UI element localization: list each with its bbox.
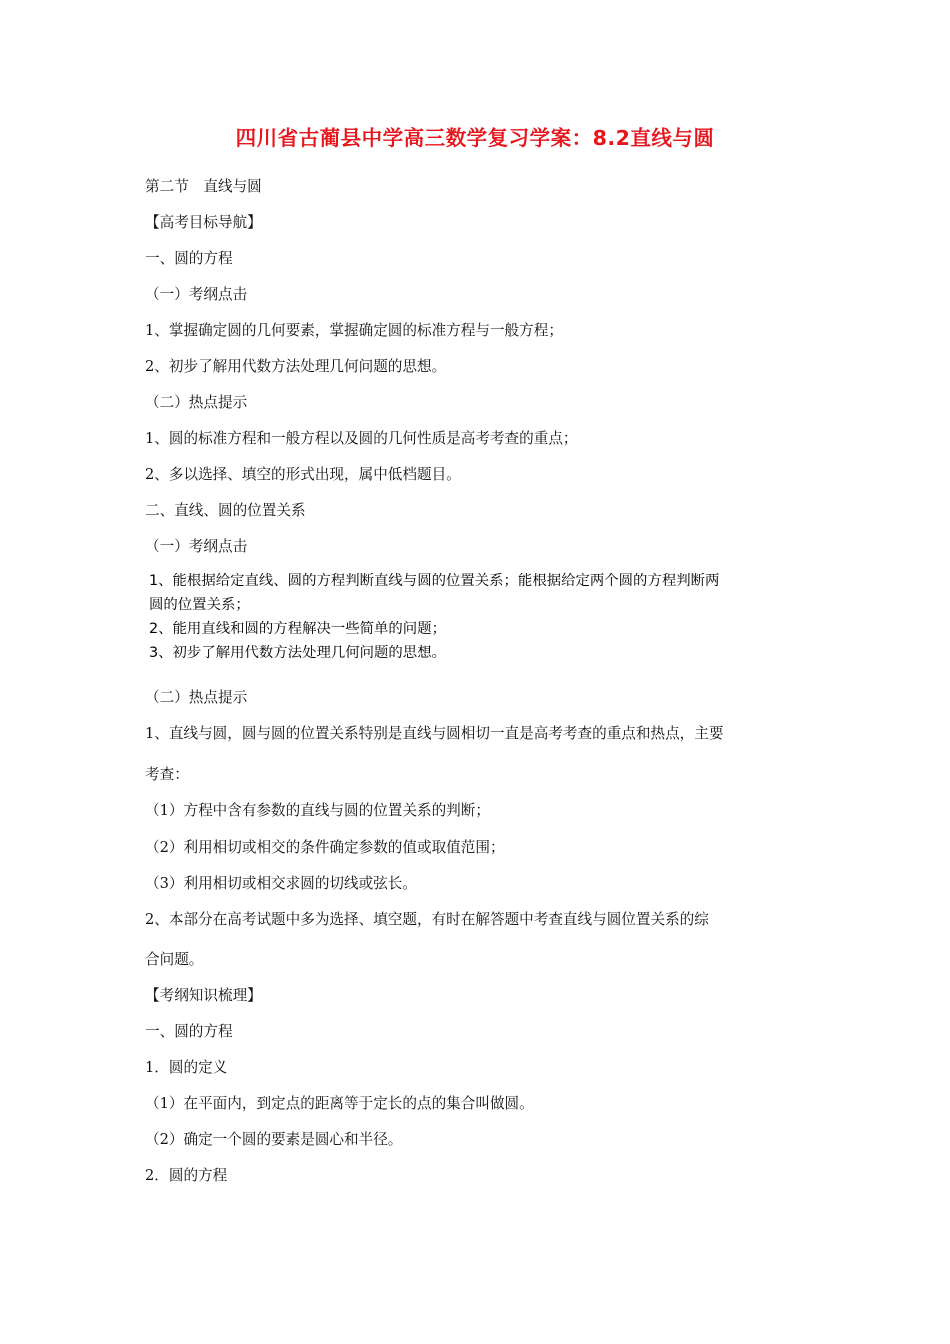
text-line: （2）确定一个圆的要素是圆心和半径。 <box>145 1131 403 1148</box>
text-line: 1、掌握确定圆的几何要素，掌握确定圆的标准方程与一般方程； <box>145 322 563 339</box>
text-line: 圆的位置关系； <box>149 597 250 613</box>
subheading-circle-equation-2: 2．圆的方程 <box>145 1167 228 1184</box>
text-line: （1）在平面内，到定点的距离等于定长的点的集合叫做圆。 <box>145 1095 534 1112</box>
text-line: 1、直线与圆，圆与圆的位置关系特别是直线与圆相切一直是高考考查的重点和热点，主要 <box>145 725 724 742</box>
text-line: 2、初步了解用代数方法处理几何问题的思想。 <box>145 358 447 375</box>
text-line: （1）方程中含有参数的直线与圆的位置关系的判断； <box>145 802 490 819</box>
text-line: 2、本部分在高考试题中多为选择、填空题，有时在解答题中考查直线与圆位置关系的综 <box>145 911 709 928</box>
text-line: （3）利用相切或相交求圆的切线或弦长。 <box>145 875 417 892</box>
subheading-circle-equation: 一、圆的方程 <box>145 1023 233 1040</box>
text-line: 1、圆的标准方程和一般方程以及圆的几何性质是高考考查的重点； <box>145 430 578 447</box>
subheading-hot-tips: （二）热点提示 <box>145 689 248 706</box>
document-title: 四川省古蔺县中学高三数学复习学案：8.2直线与圆 <box>235 126 715 150</box>
subheading-line-circle-relation: 二、直线、圆的位置关系 <box>145 502 306 519</box>
section-label-goals: 【高考目标导航】 <box>145 214 262 231</box>
text-line: 3、初步了解用代数方法处理几何问题的思想。 <box>149 645 446 661</box>
text-line: 2、多以选择、填空的形式出现，属中低档题目。 <box>145 466 461 483</box>
subheading-circle-definition: 1．圆的定义 <box>145 1059 228 1076</box>
text-line: 2、能用直线和圆的方程解决一些简单的问题； <box>149 621 446 637</box>
section-label-knowledge: 【考纲知识梳理】 <box>145 987 262 1004</box>
section-heading: 第二节 直线与圆 <box>145 178 262 195</box>
text-line: 合问题。 <box>145 951 204 968</box>
subheading-outline-points: （一）考纲点击 <box>145 286 248 303</box>
text-line: （2）利用相切或相交的条件确定参数的值或取值范围； <box>145 839 505 856</box>
subheading-hot-tips: （二）热点提示 <box>145 394 248 411</box>
text-line: 1、能根据给定直线、圆的方程判断直线与圆的位置关系；能根据给定两个圆的方程判断两 <box>149 573 720 589</box>
subheading-circle-equation: 一、圆的方程 <box>145 250 233 267</box>
subheading-outline-points: （一）考纲点击 <box>145 538 248 555</box>
text-line: 考查： <box>145 766 189 783</box>
pasted-text-block <box>149 569 809 665</box>
